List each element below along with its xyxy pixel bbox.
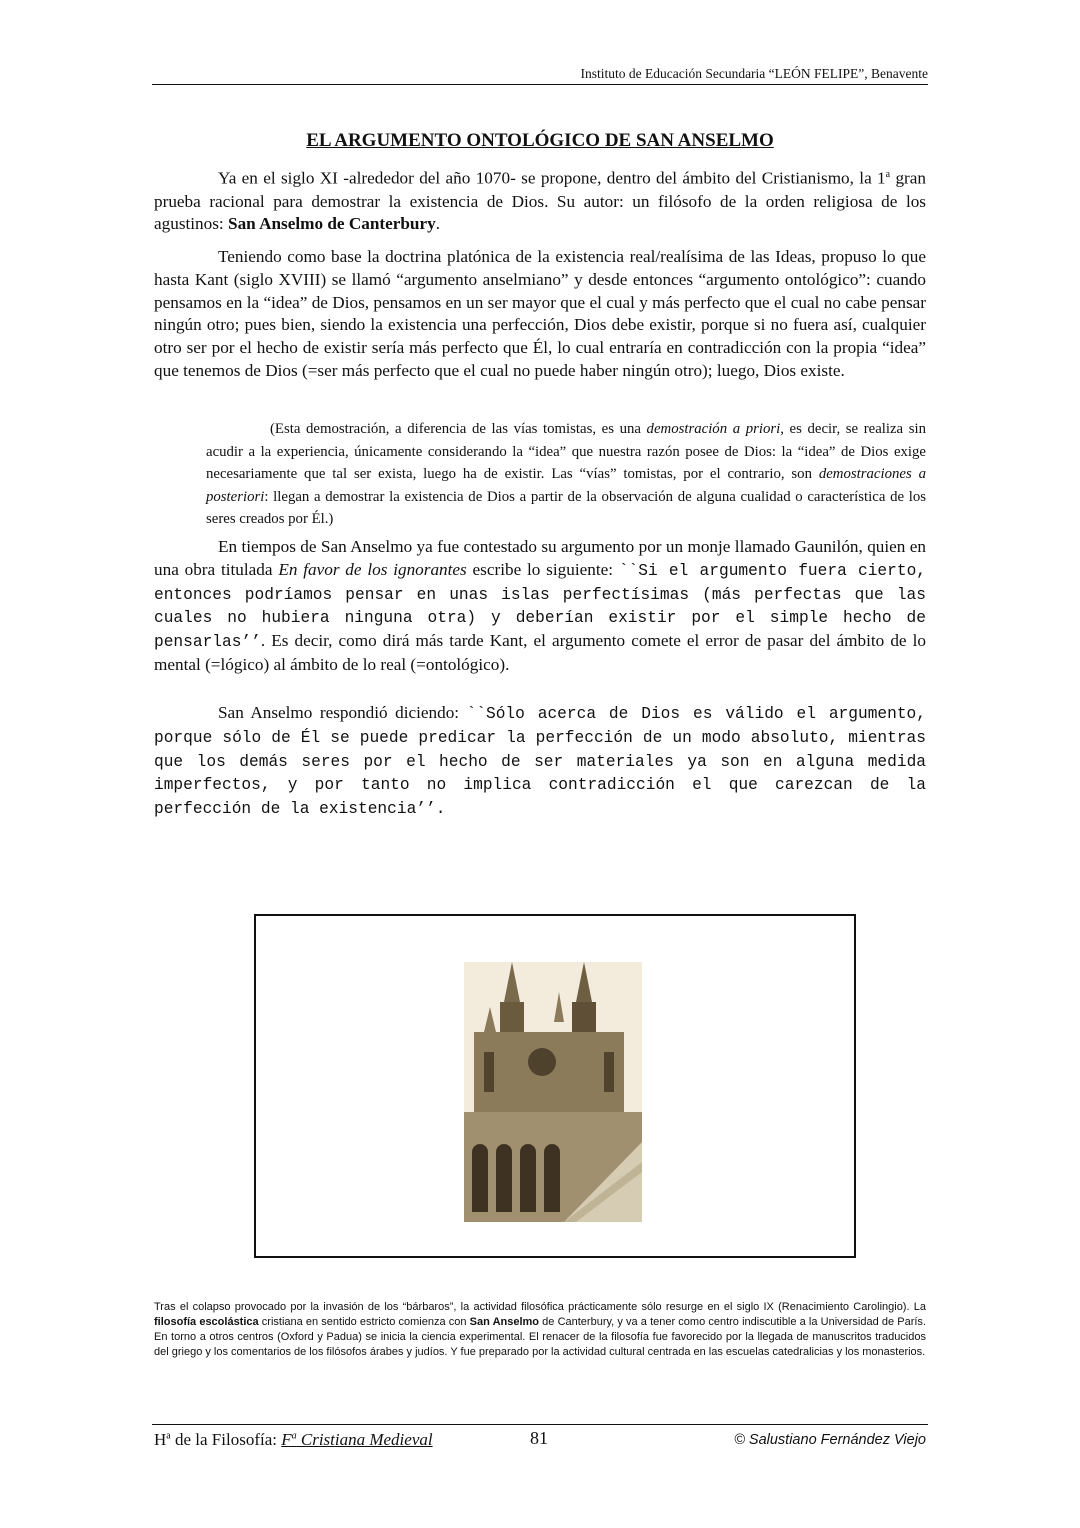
- footnote-bold-scholastic: filosofía escolástica: [154, 1316, 259, 1328]
- gaunilon-work-title: En favor de los ignorantes: [278, 559, 467, 579]
- footnote-text-c: de Canterbury, y va a tener como centro indiscutible a la Universidad de París. En torno a otros centros (Oxford y Padua) se inicia la ciencia experimental. El renacer de la filosofía fue favorecido por la llegada de manuscritos traducidos del griego y los comentarios de los filósofos árabes y judíos. Y fue preparado por la actividad cultural centrada en las escuelas catedralicias y los monasterios.: [154, 1316, 926, 1358]
- footnote-bold-anselm: San Anselmo: [469, 1316, 540, 1328]
- note-italic-posteriori: demostraciones a posteriori: [206, 466, 926, 505]
- footer-course-text: Cristiana Medieval: [296, 1430, 433, 1449]
- footer-course: [281, 1430, 432, 1449]
- intro-text-a: Ya en el siglo XI -alrededor del año 1070- se propone, dentro del ámbito del Cristianismo, la 1: [218, 168, 886, 188]
- paragraph-argument: Teniendo como base la doctrina platónica de la existencia real/realísima de las Ideas, propuso lo que hasta Kant (siglo XVIII) se llamó “argumento anselmiano” y desde entonces “argumento ontológico”: cuando pensamos en la “idea” de Dios, pensamos en un ser mayor que el cual y más perfecto que el cual no cabe pensar ningún otro; pues bien, siendo la existencia una perfección, Dios debe existir, porque si no fuera así, cualquier otro ser por el hecho de existir sería más perfecto que Él, lo cual entraría en contradicción con la propia “idea” que tenemos de Dios (=ser más perfecto que el cual no puede haber ningún otro); luego, Dios existe.: [154, 247, 926, 380]
- cathedral-photo-icon: [464, 962, 642, 1222]
- footer-subject-text: de la Filosofía:: [170, 1430, 282, 1449]
- gaunilon-text-b: escribe lo siguiente:: [466, 559, 619, 579]
- intro-author: San Anselmo de Canterbury: [228, 214, 436, 234]
- footnote-text-b: cristiana en sentido estricto comienza con: [258, 1316, 470, 1328]
- page-title: EL ARGUMENTO ONTOLÓGICO DE SAN ANSELMO: [306, 130, 774, 151]
- footer-subject-sup: a: [166, 1430, 171, 1442]
- intro-end: .: [435, 214, 441, 234]
- paragraph-gaunilon: [154, 536, 926, 677]
- footer-course-sup: a: [291, 1430, 297, 1442]
- footnote-text: [154, 1300, 926, 1360]
- note-text-a: (Esta demostración, a diferencia de las vías tomistas, es una: [270, 421, 647, 437]
- footnote-text-a: Tras el colapso provocado por la invasión de los “bárbaros”, la actividad filosófica prácticamente sólo resurge en el siglo IX (Renacimiento Carolingio). La: [154, 1301, 926, 1313]
- gaunilon-text-a: En tiempos de San Anselmo ya fue contestado su argumento por un monje llamado Gaunilón, quien en una obra titulada: [154, 537, 926, 579]
- paragraph-note: [206, 418, 926, 531]
- paragraph-intro: [154, 164, 926, 236]
- footer-author: © Salustiano Fernández Viejo: [734, 1432, 926, 1448]
- paragraph-response: [154, 702, 926, 821]
- gaunilon-text-c: . Es decir, como dirá más tarde Kant, el argumento comete el error de pasar del ámbito de lo mental (=lógico) al ámbito de lo real (=ontológico).: [154, 631, 926, 674]
- note-text-c: : llegan a demostrar la existencia de Dios a partir de la observación de alguna cualidad o característica de los seres creados por Él.): [206, 488, 926, 528]
- footer-course-prefix: F: [281, 1430, 292, 1449]
- header-institution: Instituto de Educación Secundaria “LEÓN FELIPE”, Benavente: [580, 66, 928, 81]
- page-number: 81: [530, 1428, 548, 1448]
- response-text-a: San Anselmo respondió diciendo:: [218, 703, 467, 722]
- gaunilon-quote: ``Si el argumento fuera cierto, entonces podríamos pensar en unas islas perfectísimas (más perfectas que las cuales no hubiera ninguna otra) y deberían existir por el simple hecho de pensarlas’’: [154, 561, 926, 652]
- intro-text-b: gran prueba racional para demostrar la existencia de Dios. Su autor: un filósofo de la orden religiosa de los agustinos:: [154, 168, 926, 234]
- header-rule: [152, 84, 928, 85]
- footer-subject-prefix: H: [154, 1430, 167, 1449]
- intro-sup: a: [885, 169, 891, 180]
- response-quote: ``Sólo acerca de Dios es válido el argumento, porque sólo de Él se puede predicar la perfección de un modo absoluto, mientras que los demás seres por el hecho de ser materiales ya son en alguna medida imperfectos, y por tanto no implica contradicción el que carezcan de la perfección de la existencia’’.: [154, 705, 926, 819]
- footer-rule: [152, 1424, 928, 1425]
- footer-subject: [154, 1430, 433, 1450]
- note-italic-priori: demostración a priori: [646, 421, 781, 437]
- note-text-b: , es decir, se realiza sin acudir a la experiencia, únicamente considerando la “idea” que nuestra razón posee de Dios: la “idea” de Dios exige necesariamente que tal ser exista, luego ha de existir. Las “vías” tomistas, por el contrario, son: [206, 421, 926, 483]
